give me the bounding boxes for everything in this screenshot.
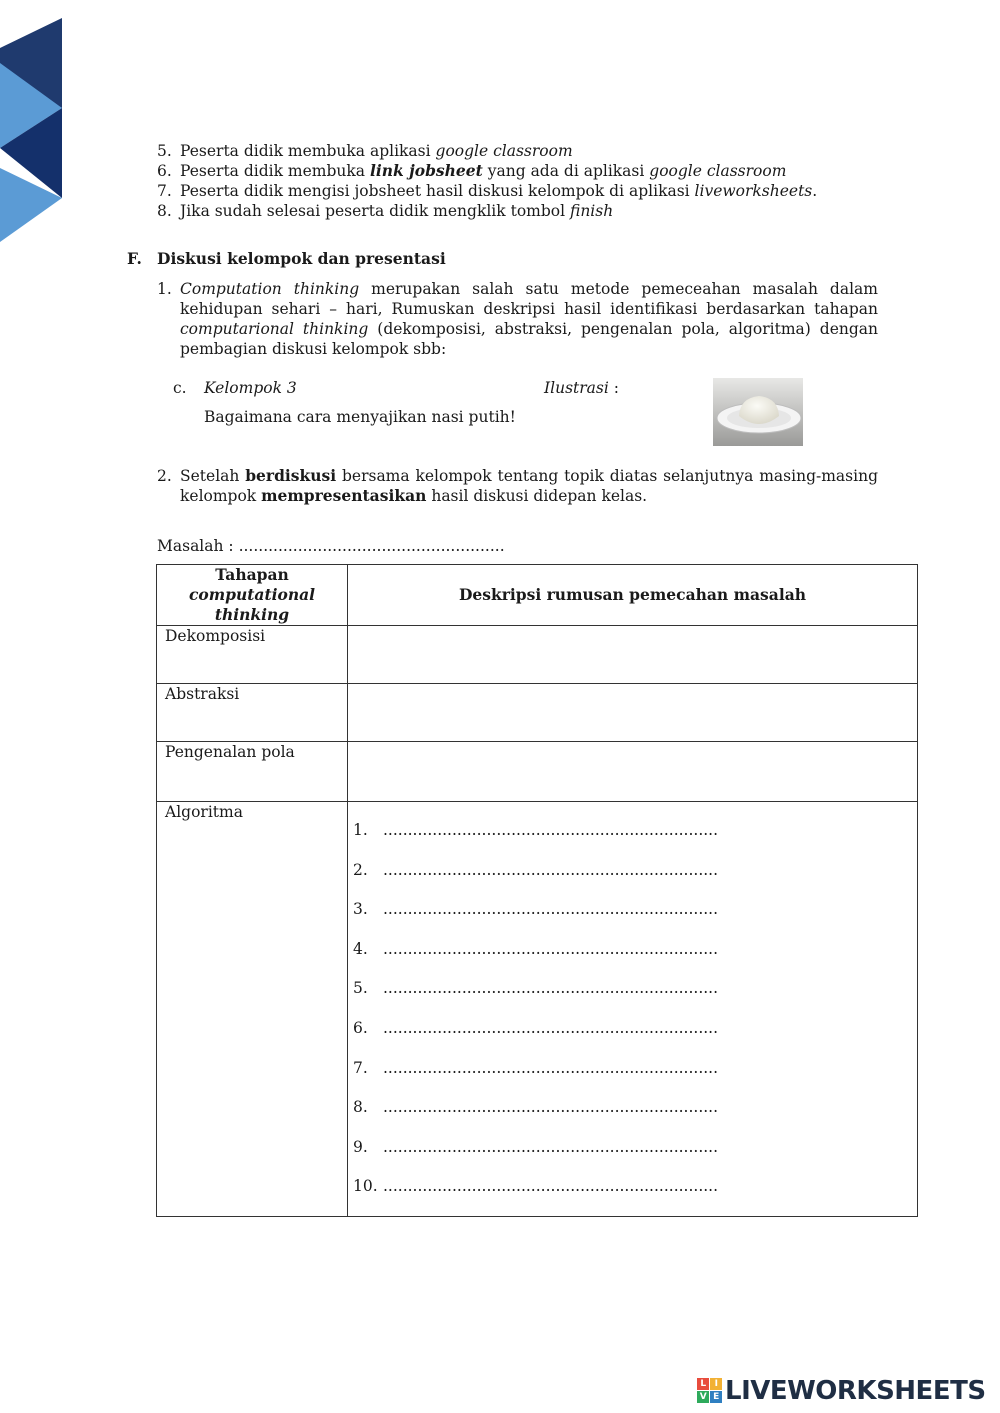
step-number: 2. — [353, 860, 368, 879]
step-number: 9. — [353, 1137, 368, 1156]
algorithm-step[interactable] — [353, 820, 917, 860]
step-number: 8. — [157, 202, 172, 220]
stage-algorithm: Algoritma — [157, 802, 348, 1217]
logo-mark-letter: L — [697, 1378, 709, 1390]
logo-mark-letter: V — [697, 1391, 709, 1403]
stage-pattern-recognition: Pengenalan pola — [157, 742, 348, 802]
item-text-part: bersama kelompok tentang topik diatas selanjutnya masing-masing kelompok — [180, 467, 878, 505]
algorithm-step[interactable] — [353, 1137, 917, 1177]
header-line: thinking — [214, 605, 290, 624]
step-number: 3. — [353, 900, 368, 919]
header-stage — [157, 565, 348, 626]
item-emphasis: Computation thinking — [180, 280, 360, 298]
instruction-item-1 — [157, 279, 878, 359]
algorithm-step[interactable] — [353, 1058, 917, 1098]
corner-decoration — [0, 18, 64, 242]
answer-cell-abstraction[interactable] — [348, 684, 918, 742]
group-letter: c. — [173, 379, 187, 397]
table-row — [157, 802, 918, 1217]
step-text: Jika sudah selesai peserta didik mengklik tombol — [180, 202, 570, 220]
item-text-part: Setelah — [180, 467, 246, 485]
section-letter: F. — [127, 249, 142, 268]
answer-blank: .................................................................... — [383, 979, 719, 998]
item-strong: mempresentasikan — [261, 486, 427, 505]
step-text: . — [812, 182, 818, 200]
item-text — [180, 466, 878, 506]
answer-blank: .................................................................... — [383, 1177, 719, 1196]
logo-text: LIVEWORKSHEETS — [725, 1375, 986, 1406]
step-item — [157, 161, 897, 181]
illustration-colon: : — [608, 379, 619, 397]
step-number: 6. — [353, 1018, 368, 1037]
algorithm-list — [348, 802, 917, 1216]
answer-blank: .................................................................... — [383, 1137, 719, 1156]
step-item — [157, 141, 897, 161]
step-emphasis: liveworksheets — [694, 182, 813, 200]
algorithm-step[interactable] — [353, 978, 917, 1018]
answer-cell-pattern[interactable] — [348, 742, 918, 802]
step-number: 7. — [353, 1058, 368, 1077]
group-name: Kelompok 3 — [204, 379, 297, 397]
item-text — [180, 279, 878, 359]
answer-blank: .................................................................... — [383, 939, 719, 958]
answer-blank: .................................................................... — [383, 1058, 719, 1077]
table-row — [157, 684, 918, 742]
step-item — [157, 181, 897, 201]
header-description: Deskripsi rumusan pemecahan masalah — [348, 565, 918, 626]
step-number: 6. — [157, 162, 172, 180]
item-text-part: merupakan salah satu metode pemeceahan masalah dalam kehidupan sehari – hari, Rumuskan deskripsi hasil identifikasi berdasarkan tahapan — [180, 280, 878, 318]
step-number: 4. — [353, 939, 368, 958]
answer-blank: .................................................................... — [383, 1098, 719, 1117]
algorithm-step[interactable] — [353, 1018, 917, 1058]
logo-mark-letter: I — [710, 1378, 722, 1390]
algorithm-step[interactable] — [353, 860, 917, 900]
answer-blank: .................................................................... — [383, 860, 719, 879]
logo-mark-icon — [697, 1378, 722, 1403]
algorithm-step[interactable] — [353, 1176, 917, 1216]
step-number: 10. — [353, 1177, 378, 1196]
step-text: Peserta didik mengisi jobsheet hasil diskusi kelompok di aplikasi — [180, 182, 695, 200]
table-header-row — [157, 565, 918, 626]
item-number: 2. — [157, 467, 172, 485]
group-question: Bagaimana cara menyajikan nasi putih! — [204, 408, 516, 426]
table-row — [157, 742, 918, 802]
answer-blank: .................................................................... — [383, 821, 719, 839]
rice-illustration — [713, 378, 803, 446]
computational-thinking-table — [156, 564, 918, 1217]
header-line: computational — [188, 585, 316, 604]
answer-blank: .................................................................... — [383, 1018, 719, 1037]
item-emphasis: computarional thinking — [180, 320, 369, 338]
step-number: 5. — [353, 979, 368, 998]
liveworksheets-logo — [697, 1375, 986, 1406]
step-number: 7. — [157, 182, 172, 200]
table-row — [157, 626, 918, 684]
step-number: 1. — [353, 821, 368, 839]
stage-decomposition: Dekomposisi — [157, 626, 348, 684]
step-number: 8. — [353, 1098, 368, 1117]
illustration-caption: Ilustrasi — [544, 379, 609, 397]
step-emphasis: finish — [569, 202, 614, 220]
step-number: 5. — [157, 142, 172, 160]
section-heading: Diskusi kelompok dan presentasi — [157, 249, 446, 268]
step-strong: link jobsheet — [369, 161, 483, 180]
illustration-label — [544, 378, 619, 398]
step-text: Peserta didik membuka — [180, 162, 370, 180]
step-item — [157, 201, 897, 221]
answer-cell-algorithm — [348, 802, 918, 1217]
logo-mark-letter: E — [710, 1391, 722, 1403]
answer-cell-decomposition[interactable] — [348, 626, 918, 684]
stage-abstraction: Abstraksi — [157, 684, 348, 742]
steps-list — [157, 141, 897, 221]
item-number: 1. — [157, 280, 172, 298]
header-line: Tahapan — [215, 565, 289, 584]
item-text-part: (dekomposisi, abstraksi, pengenalan pola, algoritma) dengan pembagian diskusi kelompok sbb: — [180, 320, 878, 358]
step-text: Peserta didik membuka aplikasi — [180, 142, 436, 160]
step-emphasis: google classroom — [649, 162, 787, 180]
section-title — [127, 249, 446, 269]
problem-line: Masalah : ...................................................... — [157, 537, 505, 555]
item-text-part: hasil diskusi didepan kelas. — [426, 487, 648, 505]
algorithm-step[interactable] — [353, 899, 917, 939]
group-label — [173, 378, 297, 398]
step-emphasis: google classroom — [435, 142, 573, 160]
answer-blank: .................................................................... — [383, 900, 719, 919]
instruction-item-2 — [157, 466, 878, 506]
item-strong: berdiskusi — [245, 466, 337, 485]
step-text: yang ada di aplikasi — [482, 162, 650, 180]
algorithm-step[interactable] — [353, 1097, 917, 1137]
algorithm-step[interactable] — [353, 939, 917, 979]
